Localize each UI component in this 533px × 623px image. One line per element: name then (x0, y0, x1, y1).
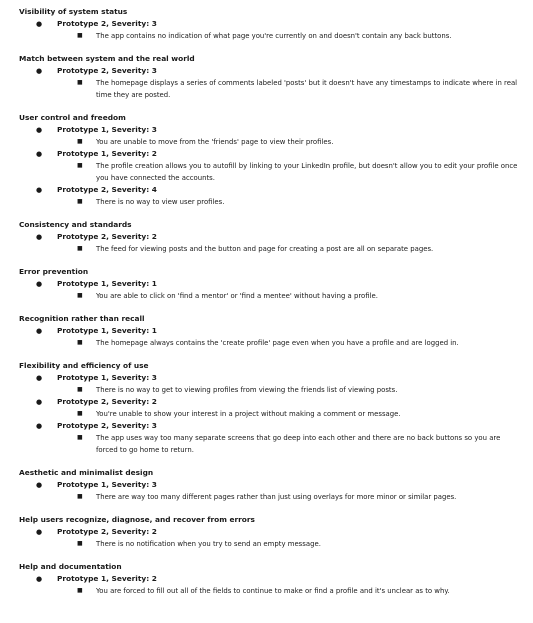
issue-text: You're unable to show your interest in a project without making a comment or message. (96, 410, 401, 418)
square-bullet-icon: ■ (77, 79, 83, 86)
issue-text: You are forced to fill out all of the fields to continue to make or find a profile and it's unclear as to why. (96, 587, 450, 595)
section-help-and-documentation (0, 561, 533, 597)
issue-item (0, 77, 533, 101)
bullet-icon: ● (36, 186, 43, 194)
issue-text: The homepage always contains the 'create profile' page even when you have a profile and are logged in. (96, 339, 459, 347)
prototype-severity-item (0, 396, 533, 408)
heuristic-evaluation-document (0, 6, 533, 597)
bullet-icon: ● (36, 233, 43, 241)
issue-item (0, 384, 533, 396)
issue-text: The profile creation allows you to autofill by linking to your LinkedIn profile, but doesn't allow you to edit your profile once you have connected the accounts. (96, 162, 518, 182)
bullet-icon: ● (36, 398, 43, 406)
square-bullet-icon: ■ (77, 32, 83, 39)
bullet-icon: ● (36, 422, 43, 430)
section-match-system-real-world (0, 53, 533, 101)
issue-item (0, 243, 533, 255)
issue-text: You are unable to move from the 'friends' page to view their profiles. (96, 138, 334, 146)
bullet-icon: ● (36, 20, 43, 28)
section-heading: User control and freedom (19, 113, 126, 122)
square-bullet-icon: ■ (77, 138, 83, 145)
prototype-severity-label: Prototype 2, Severity: 2 (57, 527, 157, 536)
issue-item (0, 491, 533, 503)
prototype-severity-item (0, 124, 533, 136)
issue-text: The feed for viewing posts and the button and page for creating a post are all on separate pages. (96, 245, 434, 253)
prototype-severity-label: Prototype 2, Severity: 4 (57, 185, 157, 194)
section-heading: Flexibility and efficiency of use (19, 361, 149, 370)
prototype-severity-label: Prototype 2, Severity: 3 (57, 421, 157, 430)
square-bullet-icon: ■ (77, 540, 83, 547)
section-recognition-rather-than-recall (0, 313, 533, 349)
square-bullet-icon: ■ (77, 339, 83, 346)
prototype-severity-item (0, 526, 533, 538)
issue-item (0, 432, 533, 456)
square-bullet-icon: ■ (77, 198, 83, 205)
square-bullet-icon: ■ (77, 292, 83, 299)
section-error-prevention (0, 266, 533, 302)
issue-text: The app contains no indication of what page you're currently on and doesn't contain any back buttons. (96, 32, 452, 40)
section-heading: Consistency and standards (19, 220, 132, 229)
bullet-icon: ● (36, 280, 43, 288)
prototype-severity-item (0, 65, 533, 77)
prototype-severity-label: Prototype 1, Severity: 1 (57, 326, 157, 335)
prototype-severity-label: Prototype 1, Severity: 2 (57, 149, 157, 158)
bullet-icon: ● (36, 374, 43, 382)
issue-item (0, 136, 533, 148)
issue-item (0, 337, 533, 349)
issue-item (0, 160, 533, 184)
prototype-severity-item (0, 372, 533, 384)
section-user-control-and-freedom (0, 112, 533, 208)
section-flexibility-and-efficiency (0, 360, 533, 456)
square-bullet-icon: ■ (77, 245, 83, 252)
issue-text: There is no way to view user profiles. (96, 198, 225, 206)
square-bullet-icon: ■ (77, 386, 83, 393)
prototype-severity-item (0, 325, 533, 337)
prototype-severity-label: Prototype 2, Severity: 2 (57, 397, 157, 406)
section-aesthetic-and-minimalist-design (0, 467, 533, 503)
issue-text: There is no way to get to viewing profiles from viewing the friends list of viewing posts. (96, 386, 398, 394)
issue-item (0, 585, 533, 597)
section-heading: Match between system and the real world (19, 54, 195, 63)
issue-item (0, 290, 533, 302)
prototype-severity-item (0, 184, 533, 196)
section-heading: Recognition rather than recall (19, 314, 145, 323)
prototype-severity-item (0, 18, 533, 30)
bullet-icon: ● (36, 67, 43, 75)
section-heading: Help and documentation (19, 562, 122, 571)
section-heading: Aesthetic and minimalist design (19, 468, 154, 477)
bullet-icon: ● (36, 150, 43, 158)
issue-text: The homepage displays a series of comments labeled 'posts' but it doesn't have any timestamps to indicate where in real time they are posted. (96, 79, 518, 99)
issue-item (0, 196, 533, 208)
prototype-severity-item (0, 231, 533, 243)
section-heading: Visibility of system status (19, 7, 128, 16)
section-heading: Error prevention (19, 267, 89, 276)
issue-text: There are way too many different pages rather than just using overlays for more minor or similar pages. (96, 493, 457, 501)
issue-item (0, 538, 533, 550)
section-heading: Help users recognize, diagnose, and recover from errors (19, 515, 255, 524)
issue-text: You are able to click on 'find a mentor' or 'find a mentee' without having a profile. (96, 292, 378, 300)
prototype-severity-label: Prototype 2, Severity: 3 (57, 19, 157, 28)
prototype-severity-label: Prototype 2, Severity: 3 (57, 66, 157, 75)
bullet-icon: ● (36, 327, 43, 335)
bullet-icon: ● (36, 528, 43, 536)
prototype-severity-item (0, 278, 533, 290)
issue-text: There is no notification when you try to send an empty message. (96, 540, 321, 548)
prototype-severity-label: Prototype 1, Severity: 3 (57, 373, 157, 382)
square-bullet-icon: ■ (77, 493, 83, 500)
issue-item (0, 30, 533, 42)
bullet-icon: ● (36, 575, 43, 583)
prototype-severity-label: Prototype 1, Severity: 1 (57, 279, 157, 288)
prototype-severity-item (0, 573, 533, 585)
prototype-severity-label: Prototype 1, Severity: 2 (57, 574, 157, 583)
square-bullet-icon: ■ (77, 434, 83, 441)
prototype-severity-label: Prototype 1, Severity: 3 (57, 480, 157, 489)
prototype-severity-label: Prototype 1, Severity: 3 (57, 125, 157, 134)
issue-item (0, 408, 533, 420)
section-help-users-recover-from-errors (0, 514, 533, 550)
section-visibility-of-system-status (0, 6, 533, 42)
prototype-severity-label: Prototype 2, Severity: 2 (57, 232, 157, 241)
bullet-icon: ● (36, 481, 43, 489)
section-consistency-and-standards (0, 219, 533, 255)
square-bullet-icon: ■ (77, 410, 83, 417)
square-bullet-icon: ■ (77, 162, 83, 169)
issue-text: The app uses way too many separate screens that go deep into each other and there are no back buttons so you are forced to go home to return. (96, 434, 501, 454)
prototype-severity-item (0, 148, 533, 160)
bullet-icon: ● (36, 126, 43, 134)
prototype-severity-item (0, 420, 533, 432)
prototype-severity-item (0, 479, 533, 491)
square-bullet-icon: ■ (77, 587, 83, 594)
